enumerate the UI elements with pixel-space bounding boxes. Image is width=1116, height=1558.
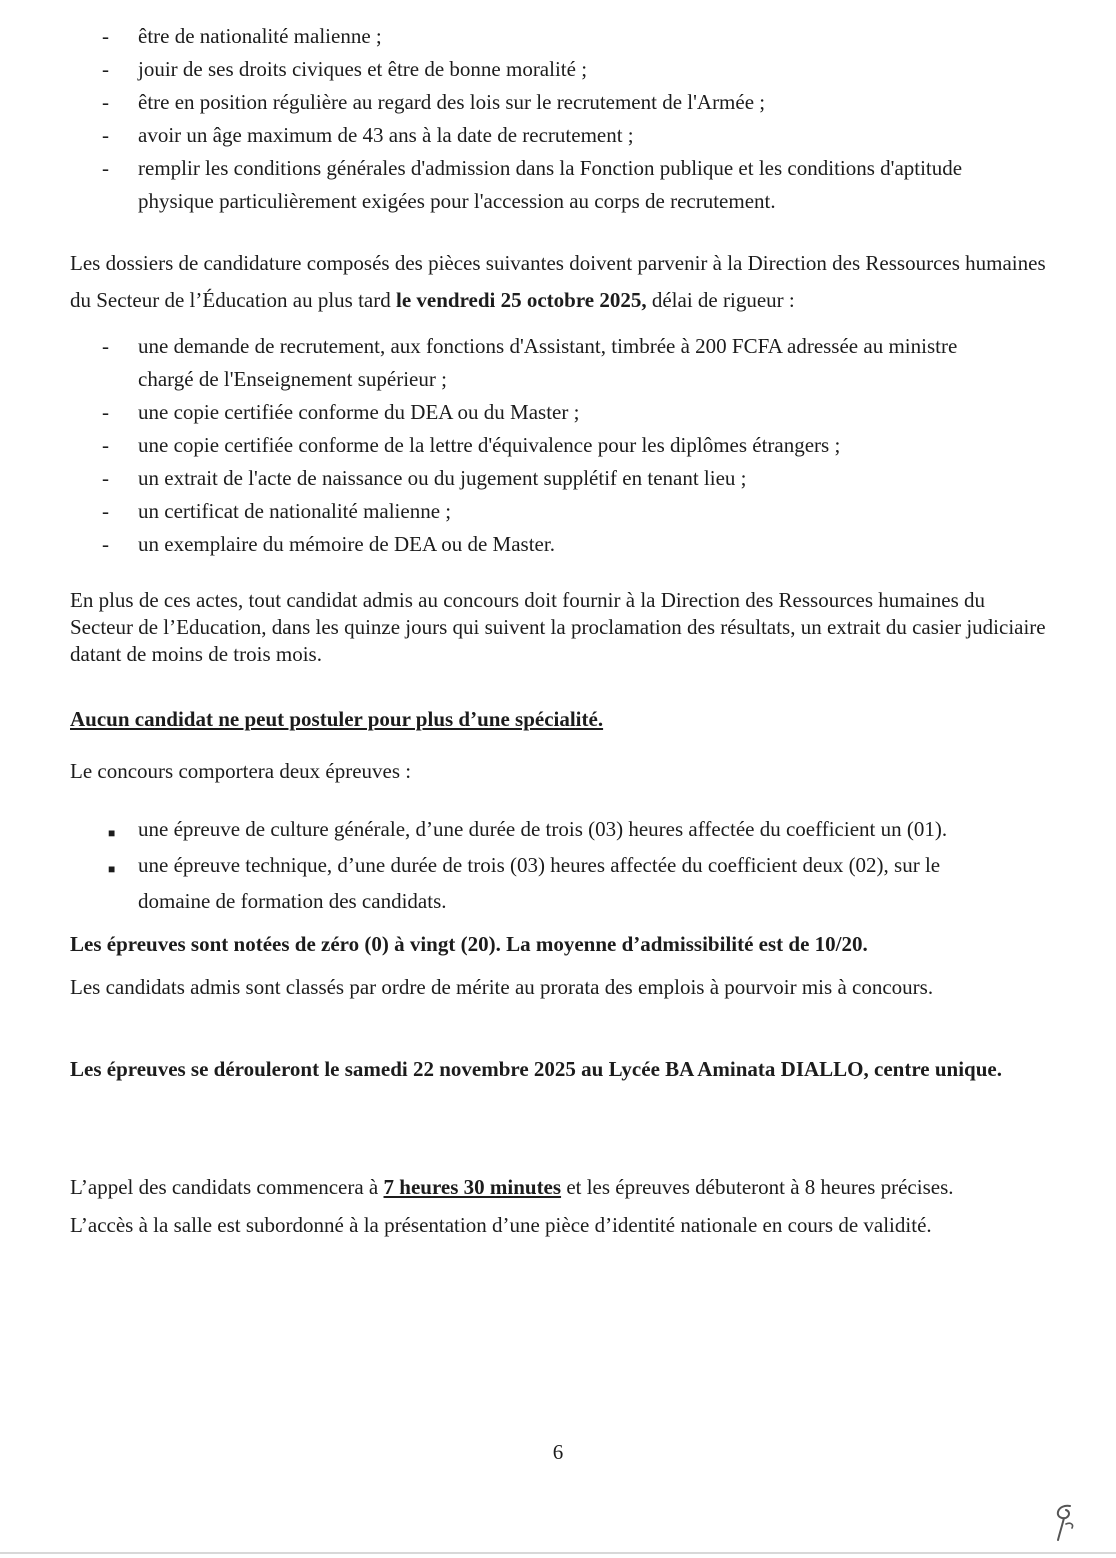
page-bottom-edge (0, 1552, 1116, 1554)
appel-text-after: et les épreuves débuteront à 8 heures précises. (561, 1175, 954, 1199)
notation-text: Les épreuves sont notées de zéro (0) à vingt (20). La moyenne d’admissibilité est de 10/20. (70, 932, 868, 956)
page-number: 6 (552, 1440, 564, 1464)
dash-bullet: - (102, 123, 109, 147)
dossiers-paragraph (70, 245, 1050, 319)
list-item (0, 152, 1044, 218)
dossiers-text-after: délai de rigueur : (646, 288, 795, 312)
specialite-notice (70, 705, 1050, 733)
handwritten-initial (1048, 1500, 1082, 1550)
list-item-text: une copie certifiée conforme de la lettre d'équivalence pour les diplômes étrangers ; (138, 433, 841, 457)
square-bullet: ■ (108, 862, 116, 876)
list-item-text: une copie certifiée conforme du DEA ou du Master ; (138, 400, 580, 424)
epreuves-intro: Le concours comportera deux épreuves : (70, 759, 412, 783)
list-item (0, 20, 1044, 53)
list-item (0, 811, 1044, 847)
appel-paragraph (70, 1173, 1050, 1201)
list-item (0, 429, 1044, 462)
list-item-text: un certificat de nationalité malienne ; (138, 499, 452, 523)
dash-bullet: - (102, 499, 109, 523)
dash-bullet: - (102, 334, 109, 358)
list-item (0, 396, 1044, 429)
square-bullet: ■ (108, 826, 116, 840)
appel-text-before: L’appel des candidats commencera à (70, 1175, 384, 1199)
dash-bullet: - (102, 532, 109, 556)
list-item-text: être de nationalité malienne ; (138, 24, 382, 48)
list-item (0, 119, 1044, 152)
list-item (0, 330, 1044, 396)
list-item (0, 86, 1044, 119)
conditions-list (0, 20, 1044, 218)
dash-bullet: - (102, 24, 109, 48)
epreuves-list (0, 811, 1044, 919)
list-item-text: remplir les conditions générales d'admission dans la Fonction publique et les conditions d'aptitude physique particulièrement exigées pour l'accession au corps de recrutement. (138, 156, 963, 213)
notation-paragraph (70, 930, 1050, 958)
deadline-date: le vendredi 25 octobre 2025, (395, 288, 647, 312)
dash-bullet: - (102, 90, 109, 114)
list-item-text: avoir un âge maximum de 43 ans à la date de recrutement ; (138, 123, 634, 147)
classement-paragraph: Les candidats admis sont classés par ordre de mérite au prorata des emplois à pourvoir mis à concours. (70, 975, 934, 999)
date-lieu-paragraph (70, 1051, 1050, 1088)
list-item (0, 462, 1044, 495)
dash-bullet: - (102, 400, 109, 424)
list-item-text: un extrait de l'acte de naissance ou du jugement supplétif en tenant lieu ; (138, 466, 747, 490)
list-item-text: être en position régulière au regard des lois sur le recrutement de l'Armée ; (138, 90, 766, 114)
list-item-text: une épreuve de culture générale, d’une durée de trois (03) heures affectée du coefficient un (01). (138, 817, 948, 841)
list-item (0, 847, 1044, 919)
list-item (0, 495, 1044, 528)
list-item-text: une épreuve technique, d’une durée de trois (03) heures affectée du coefficient deux (02), sur le domaine de formation des candidats. (138, 853, 941, 913)
date-lieu-text: Les épreuves se dérouleront le samedi 22 novembre 2025 au Lycée BA Aminata DIALLO, centre unique. (70, 1057, 1002, 1081)
list-item-text: un exemplaire du mémoire de DEA ou de Master. (138, 532, 555, 556)
list-item (0, 528, 1044, 561)
dossiers-text-before: Les dossiers de candidature composés des pièces suivantes doivent parvenir à la Direction des Ressources humaines du Secteur de l’Éducation au plus tard (70, 251, 1046, 312)
pieces-list (0, 330, 1044, 561)
casier-paragraph: En plus de ces actes, tout candidat admis au concours doit fournir à la Direction des Ressources humaines du Secteur de l’Education, dans les quinze jours qui suivent la proclamation des résultats, un extrait du casier judiciaire datant de moins de trois mois. (70, 588, 1046, 666)
dash-bullet: - (102, 156, 109, 180)
specialite-notice-text: Aucun candidat ne peut postuler pour plus d’une spécialité. (70, 707, 604, 731)
dash-bullet: - (102, 57, 109, 81)
list-item-text: jouir de ses droits civiques et être de bonne moralité ; (138, 57, 588, 81)
appel-time: 7 heures 30 minutes (383, 1175, 562, 1199)
dash-bullet: - (102, 466, 109, 490)
acces-paragraph: L’accès à la salle est subordonné à la présentation d’une pièce d’identité nationale en cours de validité. (70, 1213, 932, 1237)
initial-signature-icon (1048, 1500, 1082, 1544)
list-item (0, 53, 1044, 86)
list-item-text: une demande de recrutement, aux fonctions d'Assistant, timbrée à 200 FCFA adressée au ministre chargé de l'Enseignement supérieur ; (138, 334, 958, 391)
dash-bullet: - (102, 433, 109, 457)
